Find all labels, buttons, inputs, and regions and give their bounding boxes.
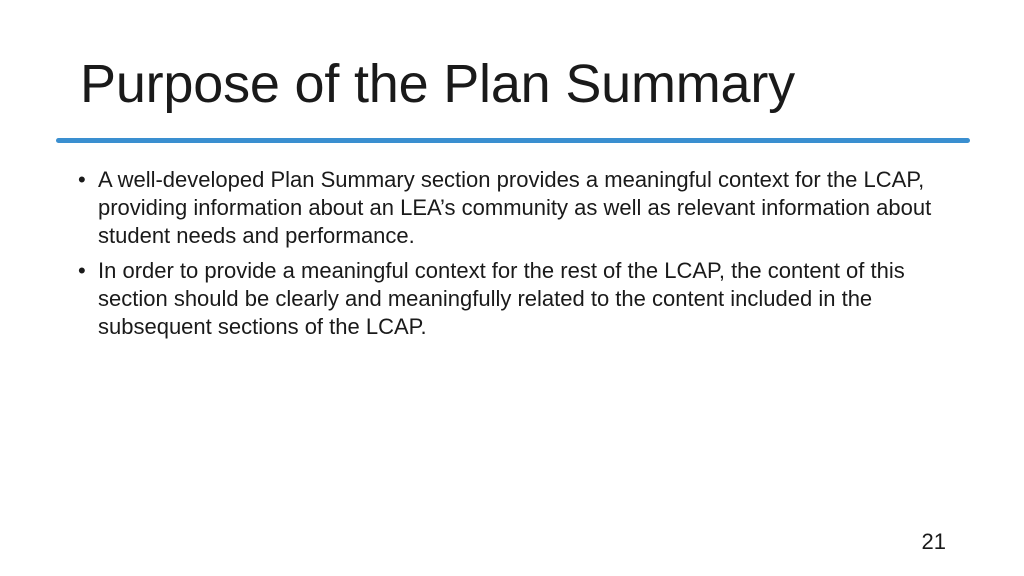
bullet-marker: •	[78, 258, 86, 283]
bullet-text: A well-developed Plan Summary section provides a meaningful context for the LCAP, providing information about an LEA’s community as well as relevant information about student needs and performance.	[98, 167, 932, 248]
bullet-list	[76, 166, 956, 348]
page-number: 21	[921, 529, 946, 554]
slide-title: Purpose of the Plan Summary	[80, 54, 795, 114]
bullet-text: In order to provide a meaningful context for the rest of the LCAP, the content of this section should be clearly and meaningfully related to the content included in the subsequent sections of the LCAP.	[98, 258, 905, 339]
bullet-item	[76, 257, 956, 341]
bullet-marker: •	[78, 167, 86, 192]
bullet-item	[76, 166, 956, 250]
title-divider	[56, 138, 970, 143]
